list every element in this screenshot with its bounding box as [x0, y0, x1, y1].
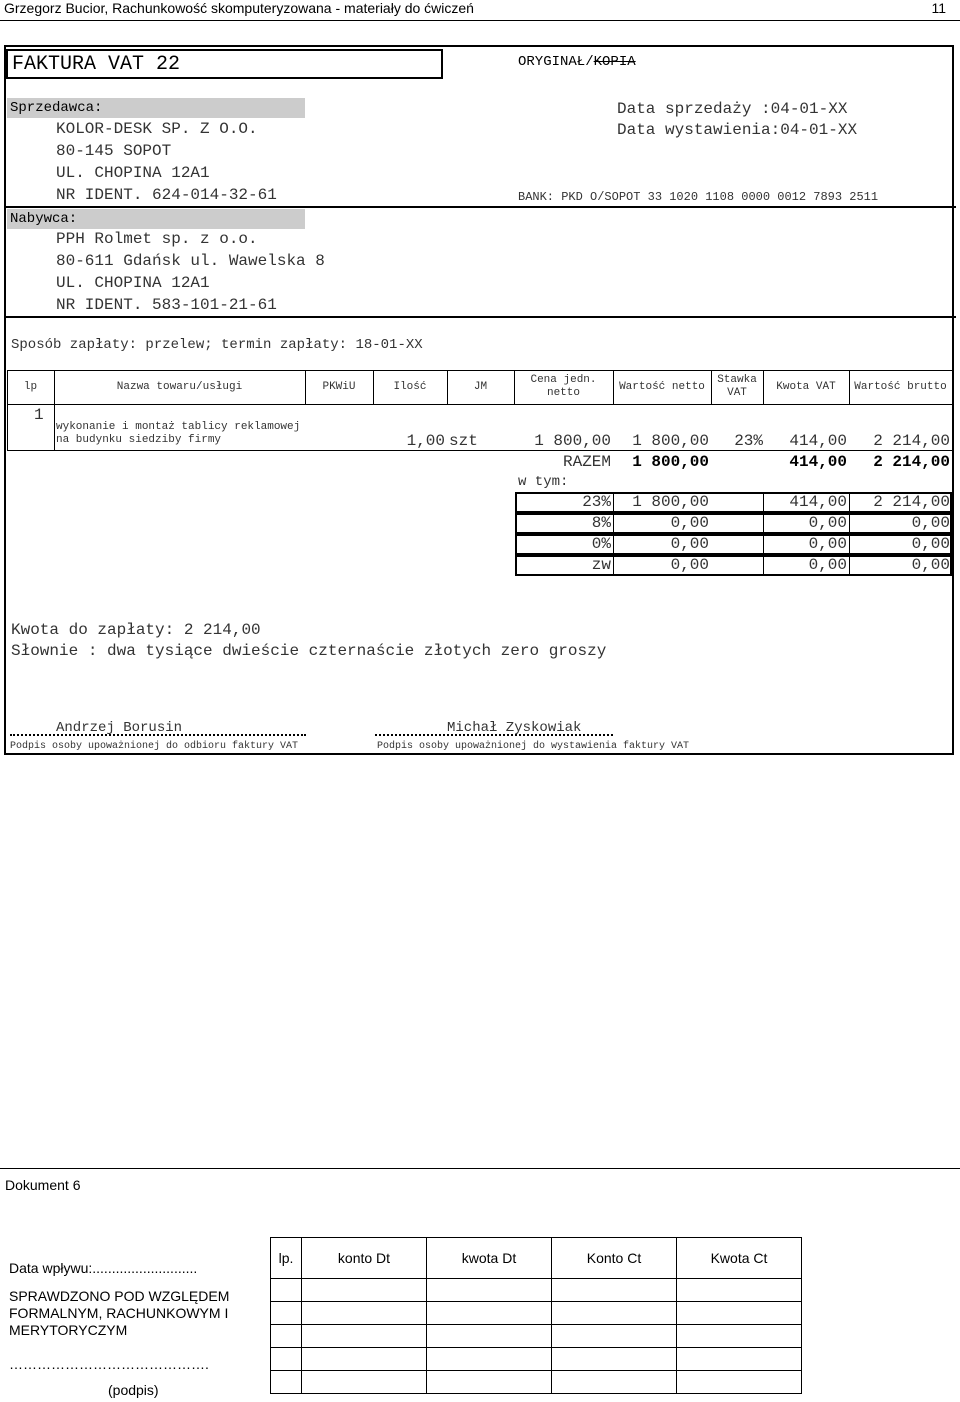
buyer-address: 80-611 Gdańsk ul. Wawelska 8	[56, 252, 325, 270]
payment-terms: Sposób zapłaty: przelew; termin zapłaty: 18-01-XX	[11, 337, 423, 353]
col-header-rate	[711, 374, 763, 400]
col-header-unit-price	[514, 374, 613, 400]
table-cell[interactable]	[427, 1279, 552, 1302]
breakdown-vat: 414,00	[789, 493, 847, 511]
item-net: 1 800,00	[632, 432, 709, 450]
table-cell[interactable]	[427, 1371, 552, 1394]
acct-header-credit-account: Konto Ct	[552, 1238, 677, 1279]
table-row	[271, 1371, 802, 1394]
document-rule	[0, 1168, 960, 1169]
verification-note-line3: MERYTORYCZYM	[9, 1322, 128, 1338]
table-top-rule	[7, 370, 952, 371]
invoice-title: FAKTURA VAT 22	[6, 49, 443, 79]
table-row	[271, 1279, 802, 1302]
page-number: 11	[931, 0, 946, 16]
table-cell[interactable]	[677, 1348, 802, 1371]
table-cell[interactable]	[677, 1371, 802, 1394]
breakdown-net: 0,00	[670, 535, 709, 553]
seller-rule	[6, 206, 956, 208]
breakdown-row	[515, 555, 952, 576]
table-cell[interactable]	[271, 1302, 302, 1325]
sale-date: Data sprzedaży :04-01-XX	[617, 100, 848, 118]
header-rule	[0, 20, 960, 21]
acct-header-lp: lp.	[271, 1238, 302, 1279]
col-header-unit-price-line2: netto	[546, 387, 580, 399]
table-cell[interactable]	[552, 1325, 677, 1348]
received-date: Data wpływu:...........................	[9, 1260, 198, 1276]
signature-dots: …………………………………….	[9, 1356, 209, 1372]
buyer-street: UL. CHOPINA 12A1	[56, 274, 210, 292]
copy-label: KOPIA	[593, 54, 636, 70]
seller-street: UL. CHOPINA 12A1	[56, 164, 210, 182]
table-row	[271, 1325, 802, 1348]
amount-due: Kwota do zapłaty: 2 214,00	[11, 621, 261, 639]
item-vat: 414,00	[789, 432, 847, 450]
item-name-line1: wykonanie i montaż tablicy reklamowej	[56, 421, 301, 433]
issuer-name: Michał Zyskowiak	[447, 720, 582, 736]
table-cell[interactable]	[302, 1325, 427, 1348]
breakdown-gross: 2 214,00	[873, 493, 950, 511]
verification-note-line1: SPRAWDZONO POD WZGLĘDEM	[9, 1288, 230, 1304]
receiver-signature-line	[10, 734, 306, 736]
table-cell[interactable]	[677, 1325, 802, 1348]
col-header-lp: lp	[23, 381, 38, 393]
verification-note-line2: FORMALNYM, RACHUNKOWYM I	[9, 1305, 229, 1321]
table-cell[interactable]	[271, 1325, 302, 1348]
breakdown-rate: zw	[591, 556, 611, 574]
total-vat: 414,00	[789, 453, 847, 471]
total-gross: 2 214,00	[873, 453, 950, 471]
breakdown-net: 1 800,00	[632, 493, 709, 511]
item-unit: szt	[449, 432, 478, 450]
original-copy-label	[518, 54, 636, 70]
table-cell[interactable]	[271, 1348, 302, 1371]
seller-postcode: 80-145 SOPOT	[56, 142, 172, 160]
seller-tax-id: NR IDENT. 624-014-32-61	[56, 186, 277, 204]
item-gross: 2 214,00	[873, 432, 950, 450]
accounting-table	[270, 1237, 802, 1394]
table-header-row	[271, 1238, 802, 1279]
item-rate: 23%	[734, 432, 763, 450]
table-cell[interactable]	[302, 1348, 427, 1371]
amount-in-words: Słownie : dwa tysiące dwieście czternaście złotych zero groszy	[11, 642, 607, 660]
col-header-unit: JM	[473, 381, 488, 393]
table-cell[interactable]	[271, 1371, 302, 1394]
item-lp: 1	[34, 406, 44, 424]
breakdown-row	[515, 513, 952, 534]
incl-label: w tym:	[518, 474, 569, 490]
acct-header-credit-amount: Kwota Ct	[677, 1238, 802, 1279]
col-header-unit-price-line1: Cena jedn.	[530, 374, 597, 386]
acct-header-debit-account: konto Dt	[302, 1238, 427, 1279]
table-header-rule	[7, 404, 952, 405]
table-cell[interactable]	[302, 1279, 427, 1302]
table-cell[interactable]	[302, 1302, 427, 1325]
buyer-name: PPH Rolmet sp. z o.o.	[56, 230, 258, 248]
breakdown-net: 0,00	[670, 514, 709, 532]
running-title: Grzegorz Bucior, Rachunkowość skomputeryzowana - materiały do ćwiczeń	[4, 0, 474, 16]
table-cell[interactable]	[552, 1279, 677, 1302]
receiver-name: Andrzej Borusin	[56, 720, 183, 736]
item-name-line2: na budynku siedziby firmy	[56, 434, 222, 446]
issuer-caption: Podpis osoby upoważnionej do wystawienia faktury VAT	[377, 741, 690, 752]
table-cell[interactable]	[302, 1371, 427, 1394]
table-cell[interactable]	[677, 1279, 802, 1302]
receiver-caption: Podpis osoby upoważnionej do odbioru faktury VAT	[10, 741, 299, 752]
item-unit-price: 1 800,00	[534, 432, 611, 450]
breakdown-gross: 0,00	[911, 556, 950, 574]
table-cell[interactable]	[552, 1371, 677, 1394]
col-header-pkwiu: PKWiU	[322, 381, 356, 393]
bank-account: BANK: PKD O/SOPOT 33 1020 1108 0000 0012 7893 2511	[518, 190, 879, 204]
col-header-vat: Kwota VAT	[776, 381, 836, 393]
table-row	[271, 1348, 802, 1371]
col-header-rate-line1: Stawka	[717, 374, 757, 386]
seller-name: KOLOR-DESK SP. Z O.O.	[56, 120, 258, 138]
issue-date: Data wystawienia:04-01-XX	[617, 121, 858, 139]
item-qty: 1,00	[406, 432, 445, 450]
col-header-name: Nazwa towaru/usługi	[116, 381, 243, 393]
breakdown-vat: 0,00	[808, 556, 847, 574]
col-header-qty: Ilość	[393, 381, 427, 393]
buyer-rule	[6, 316, 956, 318]
issuer-signature-line	[375, 734, 613, 736]
table-row	[271, 1302, 802, 1325]
verification-note	[9, 1288, 229, 1339]
signature-label: (podpis)	[108, 1382, 159, 1398]
original-label: ORYGINAŁ/	[518, 54, 594, 70]
breakdown-vat: 0,00	[808, 514, 847, 532]
table-cell[interactable]	[271, 1279, 302, 1302]
table-cell[interactable]	[552, 1348, 677, 1371]
table-cell[interactable]	[677, 1302, 802, 1325]
table-cell[interactable]	[427, 1348, 552, 1371]
buyer-label: Nabywca:	[7, 209, 305, 229]
breakdown-net: 0,00	[670, 556, 709, 574]
buyer-tax-id: NR IDENT. 583-101-21-61	[56, 296, 277, 314]
acct-header-debit-amount: kwota Dt	[427, 1238, 552, 1279]
breakdown-row	[515, 492, 952, 513]
table-right-border	[952, 370, 953, 404]
seller-label: Sprzedawca:	[7, 98, 305, 118]
col-header-net: Wartość netto	[619, 381, 705, 393]
item-bottom-rule	[7, 450, 952, 451]
total-net: 1 800,00	[632, 453, 709, 471]
breakdown-vat: 0,00	[808, 535, 847, 553]
item-name	[56, 421, 300, 447]
breakdown-rate: 8%	[591, 514, 611, 532]
breakdown-gross: 0,00	[911, 535, 950, 553]
breakdown-rate: 23%	[582, 493, 611, 511]
breakdown-rate: 0%	[591, 535, 611, 553]
breakdown-gross: 0,00	[911, 514, 950, 532]
document-label: Dokument 6	[5, 1177, 81, 1193]
col-header-gross: Wartość brutto	[854, 381, 947, 393]
table-cell[interactable]	[427, 1302, 552, 1325]
table-cell[interactable]	[427, 1325, 552, 1348]
col-header-rate-line2: VAT	[727, 387, 747, 399]
breakdown-row	[515, 534, 952, 555]
total-label: RAZEM	[562, 453, 611, 471]
table-cell[interactable]	[552, 1302, 677, 1325]
